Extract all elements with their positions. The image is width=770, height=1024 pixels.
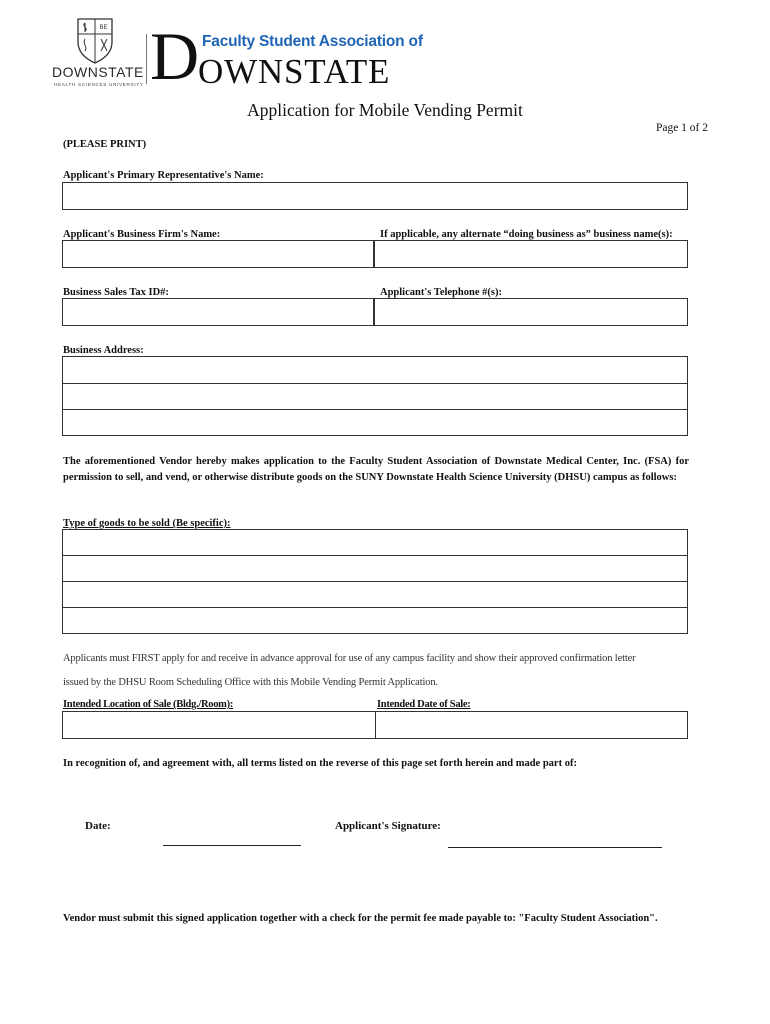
date-of-sale-label: Intended Date of Sale: [377,699,471,710]
please-print-note: (PLEASE PRINT) [63,139,147,150]
goods-label: Type of goods to be sold (Be specific): [63,518,231,529]
goods-field[interactable] [62,529,688,634]
address-field[interactable] [62,356,688,436]
fsa-wordmark: OWNSTATE [198,52,391,91]
goods-row-divider [63,607,687,608]
signature-line[interactable] [448,847,662,848]
address-row-divider [63,383,687,384]
fsa-big-letter: D [150,18,200,94]
footer-note: Vendor must submit this signed application together with a check for the permit fee made payable to: "Faculty Student Association". [63,913,658,924]
tax-id-label: Business Sales Tax ID#: [63,287,169,298]
tax-id-field[interactable] [62,298,374,326]
declaration-text: The aforementioned Vendor hereby makes application to the Faculty Student Association of Downstate Medical Center, Inc. (FSA) for permission to sell, and vend, or otherwise distribute goods on the SUNY Downstate Health Science University (DHSU) campus as follows: [63,456,689,483]
fsa-logo [150,18,423,94]
downstate-wordmark: DOWNSTATE [52,64,144,80]
location-date-divider [375,712,376,738]
dba-label: If applicable, any alternate “doing business as” business name(s): [380,229,673,240]
address-label: Business Address: [63,345,144,356]
date-label: Date: [85,820,111,832]
goods-row-divider [63,555,687,556]
svg-text:BE: BE [99,25,108,31]
rep-name-field[interactable] [62,182,688,210]
form-title: Application for Mobile Vending Permit [247,100,523,120]
business-firm-field[interactable] [62,240,374,268]
logo-divider [146,34,147,84]
downstate-subtitle: HEALTH SCIENCES UNIVERSITY [54,82,144,87]
agreement-text: In recognition of, and agreement with, all terms listed on the reverse of this page set forth herein and made part of: [63,758,577,769]
page-number: Page 1 of 2 [655,122,708,134]
location-date-field[interactable] [62,711,688,739]
business-firm-label: Applicant's Business Firm's Name: [63,229,221,240]
address-row-divider [63,409,687,410]
rep-name-label: Applicant's Primary Representative's Name: [63,170,264,181]
notice-line-2: issued by the DHSU Room Scheduling Office with this Mobile Vending Permit Application. [63,677,438,688]
signature-label: Applicant's Signature: [335,820,441,832]
downstate-logo [50,18,142,92]
downstate-shield-icon [76,18,114,64]
notice-line-1: Applicants must FIRST apply for and receive in advance approval for use of any campus facility and show their approved confirmation letter [63,653,636,664]
date-line[interactable] [163,845,301,846]
fsa-title: Faculty Student Association of [202,33,423,50]
goods-row-divider [63,581,687,582]
telephone-field[interactable] [374,298,688,326]
location-label: Intended Location of Sale (Bldg./Room): [63,699,234,710]
telephone-label: Applicant's Telephone #(s): [380,287,502,298]
dba-field[interactable] [374,240,688,268]
